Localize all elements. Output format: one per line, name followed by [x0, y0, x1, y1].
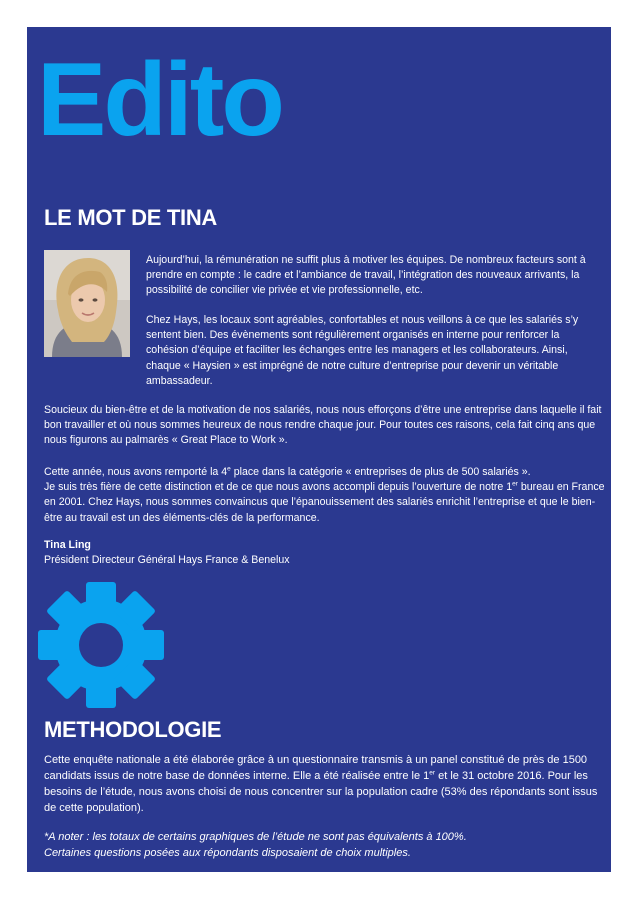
body-p2-text-c: Je suis très fière de cette distinction et de ce que nous avons accompli depuis l’ouverture de notre 1 [44, 481, 513, 494]
signature-role: Président Directeur Général Hays France & Benelux [44, 554, 290, 567]
methodologie-text-b: et le 31 octobre 2016. Pour les besoins de l’étude, nous avons choisi de nous concentrer sur la population cadre (53% des répondants sont issus de cette population). [44, 770, 598, 814]
methodologie-text-a: Cette enquête nationale a été élaborée grâce à un questionnaire transmis à un panel constitué de près de 1500 candidats issus de notre base de données interne. Elle a été réalisée entre le 1 [44, 754, 588, 782]
note-line-2: Certaines questions posées aux répondants disposaient de choix multiples. [44, 847, 411, 859]
ordinal-sup: er [512, 480, 518, 488]
methodologie-heading: METHODOLOGIE [44, 717, 222, 742]
mot-heading: LE MOT DE TINA [44, 205, 218, 230]
body-p2-text-b: place dans la catégorie « entreprises de plus de 500 salariés ». [230, 466, 531, 478]
body-paragraph-2 [44, 465, 606, 526]
note-line-1: *A noter : les totaux de certains graphiques de l’étude ne sont pas équivalents à 100%. [44, 831, 467, 843]
signature [44, 538, 606, 568]
body-p2-text-d: bureau en France en 2001. Chez Hays, nous sommes convaincus que l’épanouissement des salariés enrichit l’entreprise et que le bien-être au travail est un des éléments-clés de la performance. [44, 481, 605, 524]
ordinal-sup: e [227, 465, 231, 473]
intro-paragraph-1: Aujourd’hui, la rémunération ne suffit plus à motiver les équipes. De nombreux facteurs sont à prendre en compte : le cadre et l’ambiance de travail, l’intégration des nouveaux arrivants, la possibilité de concilier vie privée et vie professionnelle, etc. [146, 254, 586, 297]
body-paragraph-1: Soucieux du bien-être et de la motivation de nos salariés, nous nous efforçons d’être une entreprise dans laquelle il fait bon travailler et où nous sommes heureux de nous rendre chaque jour. Pour toutes ces raisons, cela fait cinq ans que nous figurons au palmarès « Great Place to Work ». [44, 404, 602, 447]
intro-paragraph-2: Chez Hays, les locaux sont agréables, confortables et nous veillons à ce que les salariés s’y sentent bien. Des évènements sont régulièrement organisés en interne pour renforcer la cohésion d’équipe et faciliter les échanges entre les managers et les collaborateurs. Ainsi, chaque « Haysien » est imprégné de notre culture d’entreprise pour devenir un véritable ambassadeur. [146, 314, 579, 387]
portrait-illustration [44, 250, 130, 357]
methodologie-paragraph [44, 752, 604, 816]
signature-name: Tina Ling [44, 539, 91, 551]
portrait-photo [44, 250, 130, 357]
page-title: Edito [37, 42, 282, 158]
gear-icon [38, 582, 164, 708]
methodologie-note [44, 829, 604, 861]
ordinal-sup: er [429, 769, 436, 777]
body-p2-text-a: Cette année, nous avons remporté la 4 [44, 466, 228, 478]
